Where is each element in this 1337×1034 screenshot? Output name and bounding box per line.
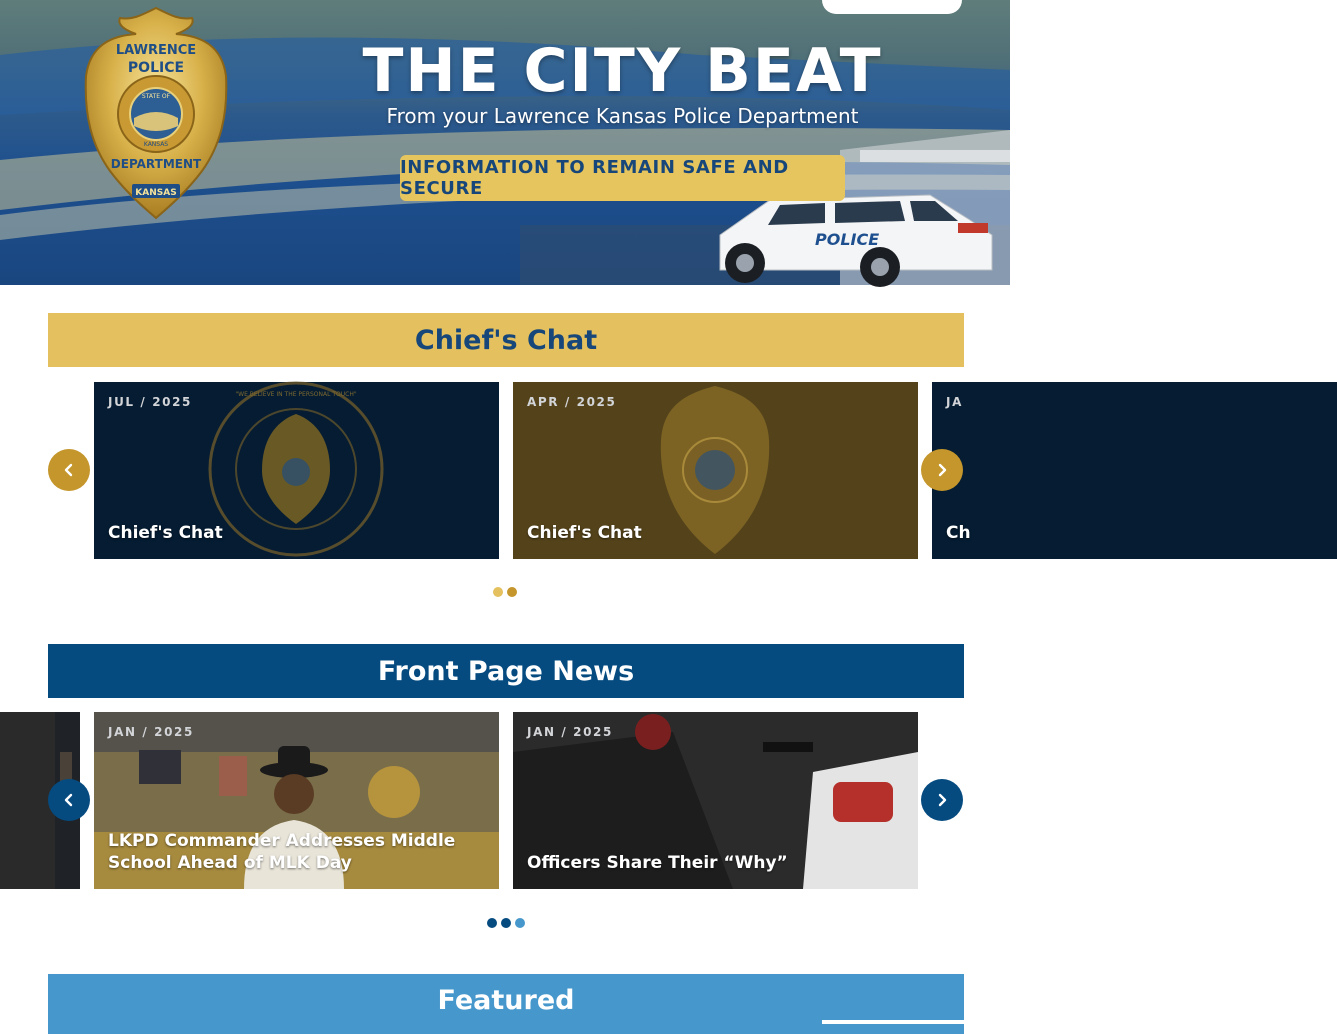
badge-text-department: DEPARTMENT [110, 157, 202, 171]
badge-text-kansas: KANSAS [135, 188, 177, 198]
card-date: JAN / 2025 [108, 725, 194, 739]
hero-banner [0, 0, 1010, 285]
safety-info-button[interactable]: INFORMATION TO REMAIN SAFE AND SECURE [400, 155, 845, 201]
card-title[interactable]: Chief's Chat [108, 523, 223, 543]
card-title[interactable]: Chief's Chat [527, 523, 642, 543]
chiefs-chat-carousel [48, 382, 971, 559]
front-page-news-carousel [48, 712, 964, 889]
hero-title: THE CITY BEAT [362, 36, 883, 106]
pagination-dot[interactable] [501, 918, 511, 928]
news-card[interactable] [513, 712, 918, 889]
chiefs-chat-pagination [493, 587, 517, 597]
chevron-left-icon [61, 462, 77, 478]
news-prev-button[interactable] [48, 779, 90, 821]
card-date: APR / 2025 [527, 395, 617, 409]
car-police-text: POLICE [815, 230, 880, 249]
chiefs-chat-heading: Chief's Chat [48, 313, 964, 367]
pagination-dot[interactable] [493, 587, 503, 597]
card-title[interactable]: Officers Share Their “Why” [527, 853, 788, 873]
news-pagination [487, 918, 525, 928]
badge-seal-top: STATE OF [141, 93, 171, 100]
chevron-right-icon [934, 462, 950, 478]
chiefs-chat-card-partial[interactable] [932, 382, 1337, 559]
news-next-button[interactable] [921, 779, 963, 821]
chevron-left-icon [61, 792, 77, 808]
card-date: JAN / 2025 [527, 725, 613, 739]
seal-quote-text: "WE BELIEVE IN THE PERSONAL TOUCH" [235, 391, 357, 398]
pagination-dot-active[interactable] [507, 587, 517, 597]
top-nav-tab[interactable] [822, 0, 962, 14]
chiefs-chat-next-button[interactable] [921, 449, 963, 491]
divider [822, 1020, 964, 1024]
card-title[interactable]: LKPD Commander Addresses Middle School Ahead of MLK Day [108, 831, 456, 873]
police-badge-logo [80, 6, 232, 232]
card-date: JUL / 2025 [108, 395, 192, 409]
badge-text-police: POLICE [127, 60, 185, 76]
chiefs-chat-card[interactable] [94, 382, 499, 559]
pagination-dot-active[interactable] [515, 918, 525, 928]
badge-seal-bottom: KANSAS [143, 141, 169, 148]
front-page-news-heading: Front Page News [48, 644, 964, 698]
chiefs-chat-prev-button[interactable] [48, 449, 90, 491]
badge-text-lawrence: LAWRENCE [115, 43, 197, 58]
chevron-right-icon [934, 792, 950, 808]
card-title[interactable]: Ch [946, 523, 971, 543]
chiefs-chat-card[interactable] [513, 382, 918, 559]
featured-heading [48, 974, 964, 1034]
news-card[interactable] [94, 712, 499, 889]
pagination-dot[interactable] [487, 918, 497, 928]
hero-subtitle: From your Lawrence Kansas Police Department [386, 104, 859, 128]
card-date: JA [946, 395, 963, 409]
featured-heading-text: Featured [437, 984, 575, 1016]
